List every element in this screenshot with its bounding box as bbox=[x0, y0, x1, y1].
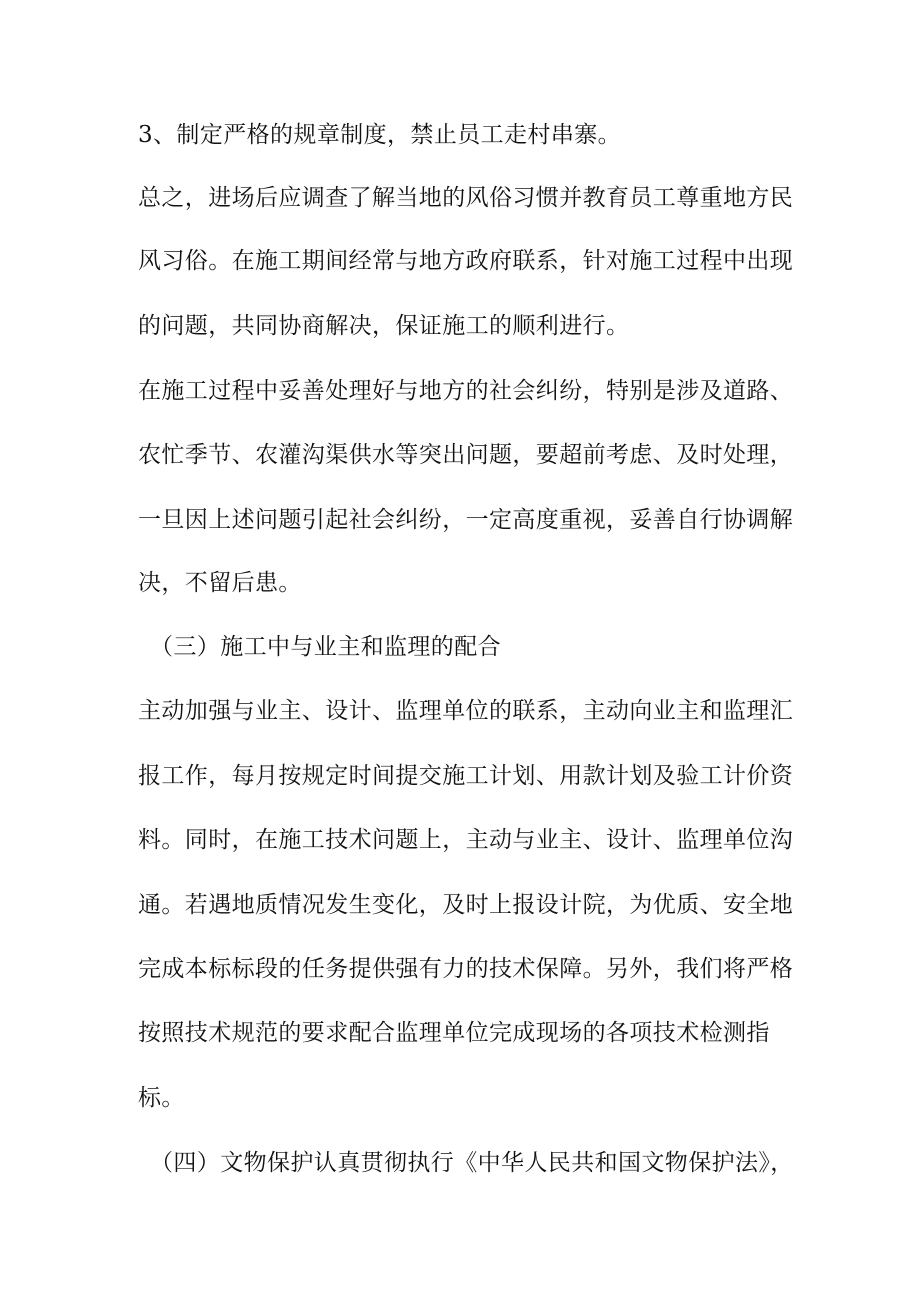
text-line-7: 一旦因上述问题引起社会纠纷，一定高度重视，妥善自行协调解 bbox=[138, 507, 794, 533]
text-line-3: 风习俗。在施工期间经常与地方政府联系，针对施工过程中出现 bbox=[138, 248, 794, 274]
text-line-12: 料。同时，在施工技术问题上，主动与业主、设计、监理单位沟 bbox=[138, 827, 794, 853]
text-line-6: 农忙季节、农灌沟渠供水等突出问题，要超前考虑、及时处理， bbox=[138, 442, 794, 468]
text-line-4: 的问题，共同协商解决，保证施工的顺利进行。 bbox=[138, 313, 630, 339]
text-line-13: 通。若遇地质情况发生变化，及时上报设计院，为优质、安全地 bbox=[138, 892, 794, 918]
section-heading-4: （四）文物保护认真贯彻执行《中华人民共和国文物保护法》， bbox=[150, 1150, 794, 1176]
text-line-16: 标。 bbox=[138, 1085, 185, 1111]
text-line-10: 主动加强与业主、设计、监理单位的联系，主动向业主和监理汇 bbox=[138, 698, 794, 724]
text-line-8: 决，不留后患。 bbox=[138, 570, 302, 596]
text-line-11: 报工作，每月按规定时间提交施工计划、用款计划及验工计价资 bbox=[138, 763, 794, 789]
text-line-14: 完成本标标段的任务提供强有力的技术保障。另外，我们将严格 bbox=[138, 956, 794, 982]
text-line-2: 总之，进场后应调查了解当地的风俗习惯并教育员工尊重地方民 bbox=[138, 185, 794, 211]
text-line-15: 按照技术规范的要求配合监理单位完成现场的各项技术检测指 bbox=[138, 1020, 770, 1046]
text-line-5: 在施工过程中妥善处理好与地方的社会纠纷，特别是涉及道路、 bbox=[138, 378, 794, 404]
section-heading-3: （三）施工中与业主和监理的配合 bbox=[150, 634, 501, 660]
text-line-1: 3、制定严格的规章制度，禁止员工走村串寨。 bbox=[138, 122, 622, 148]
